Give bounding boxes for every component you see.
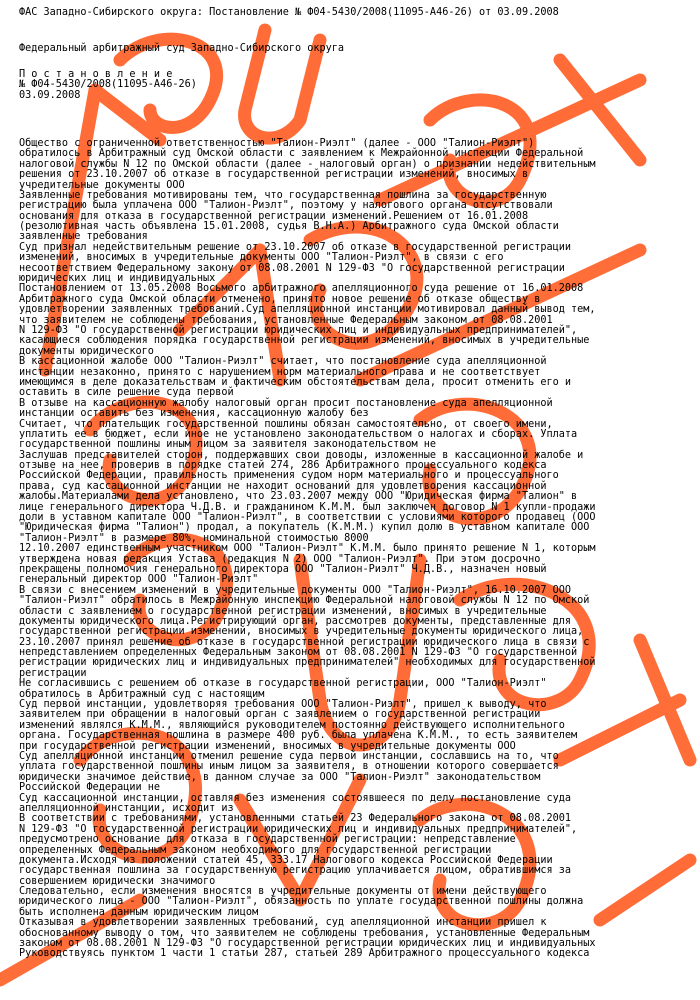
body-line: документы юридического [19,345,154,357]
body-line: Суд кассационной инстанции, оставляя без изменения состоявшееся по делу постановление суда [19,792,572,804]
body-line: заявителем при обращении в налоговый орган с заявлением о государственной регистрации [19,709,541,721]
body-line: имеющимся в деле доказательствам и фактическим обстоятельствам дела, просит отменить его и [19,376,572,388]
body-line: учредительные документы ООО [19,179,185,191]
document-body [19,139,689,960]
body-line: уплатить ее в бюджет, если иное не установлено законодательством о налогах и сборах. Уплата [19,428,578,440]
body-line: удовлетворении заявленных требований.Суд апелляционной инстанции мотивировал данный вывод тем, [19,304,596,316]
body-line: утверждена новая редакция Устава (редакция N 2) ООО "Талион-Риэлт". При этом досрочно [19,553,541,565]
body-line: совершением юридически значимого [19,875,216,887]
body-line: "Талион-Риэлт" в размере 80%, номинальной стоимостью 8000 [19,532,369,544]
body-line: 12.10.2007 единственным участником ООО "Талион-Риэлт" К.М.М. было принято решение N 1, которым [19,543,596,555]
body-line: прекращены полномочия генерального директора ООО "Талион-Риэлт" Ч.Д.В., назначен новый [19,563,547,575]
body-line: В кассационной жалобе ООО "Талион-Риэлт" считает, что постановление суда апелляционной [19,356,547,368]
body-line: уплата государственной пошлины иным лицом за заявителя, в отношении которого совершается [19,761,559,773]
body-line: инстанции оставить без изменения, кассационную жалобу без [19,408,369,420]
body-line: документа.Исходя из положений статей 45, 333.17 Налогового кодекса Российской Федерации [19,854,553,866]
body-line: законом от 08.08.2001 N 129-ФЗ "О государственной регистрации юридических лиц и индивидуальных [19,938,596,950]
body-line: Руководствуясь пунктом 1 части 1 статьи 287, статьей 289 Арбитражного процессуального кодекса [19,948,590,960]
body-line: отзыве на нее, проверив в порядке статей 274, 286 Арбитражного процессуального кодекса [19,460,547,472]
body-line: доли в уставном капитале ООО "Талион-Риэлт", в соответствии с условиями которого продавец (ООО [19,512,596,524]
body-line: инстанции незаконно, принято с нарушением норм материального права и не соответствует [19,366,541,378]
body-line: государственной регистрации изменений, вносимых в учредительные документы юридического лица, [19,626,584,638]
body-line: Заявленные требования мотивированы тем, что государственная пошлина за государственную [19,189,547,201]
body-line: касающиеся соблюдения порядка государственной регистрации изменений, вносимых в учредительные [19,335,590,347]
body-line: юридического лица - ООО "Талион-Риэлт", обязанность по уплате государственной пошлины должна [19,896,584,908]
body-line: определенных Федеральным законом необходимого для государственной регистрации [19,844,492,856]
body-line: Общество с ограниченной ответственностью "Талион-Риэлт" (далее - ООО "Талион-Риэлт") [19,137,535,149]
document-title: П о с т а н о в л е н и е [19,68,173,80]
body-line: предусмотрено основание для отказа в государственной регистрации: непредставление [19,834,516,846]
body-line: лице генерального директора Ч.Д.В. и гражданином К.М.М. был заключен договор N 1 купли-продажи [19,501,596,513]
body-line: документы юридического лица.Регистрирующий орган, рассмотрев документы, представленные для [19,615,572,627]
body-line: обоснованному выводу о том, что заявителем не соблюдены требования, установленные Федеральным [19,927,590,939]
body-line: Суд первой инстанции, удовлетворяя требования ООО "Талион-Риэлт", пришел к выводу, что [19,699,547,711]
body-line: налоговой службы N 12 по Омской области (далее - налоговый орган) о признании недействительным [19,158,596,170]
body-line: решения от 23.10.2007 об отказе в государственной регистрации изменений, вносимых в [19,169,529,181]
body-line: обратилось в Арбитражный суд с настоящим [19,688,265,700]
body-line: Заслушав представителей сторон, поддержавших свои доводы, изложенные в кассационной жалобе и [19,449,584,461]
document-number: № Ф04-5430/2008(11095-А46-26) [19,79,197,91]
body-line: оставить в силе решение суда первой [19,387,234,399]
body-line: регистрацию была уплачена ООО "Талион-Риэлт", поэтому у налогового органа отсутствовали [19,200,553,212]
body-line: юридически значимое действие, в данном случае за ООО "Талион-Риэлт" законодательством [19,771,541,783]
body-line: Не согласившись с решением об отказе в государственной регистрации, ООО "Талион-Риэлт" [19,678,547,690]
body-line: изменений, вносимых в учредительные документы ООО "Талион-Риэлт", в связи с его [19,252,504,264]
body-line: обратилось в Арбитражный суд Омской области с заявлением к Межрайонной инспекции Федеральной [19,148,584,160]
body-line: В соответствии с требованиями, установленными статьей 23 Федерального закона от 08.08.2001 [19,813,572,825]
body-line: непредставлением определенных Федеральным законом от 08.08.2001 N 129-ФЗ "О государственной [19,647,578,659]
body-line: В связи с внесением изменений в учредительные документы ООО "Талион-Риэлт", 16.10.2007 ООО [19,584,572,596]
body-line: Отказывая в удовлетворении заявленных требований, суд апелляционной инстанции пришел к [19,917,547,929]
body-line: Суд апелляционной инстанции отменил решение суда первой инстанции, сославшись на то, что [19,751,559,762]
body-line: Российской Федерации не [19,782,161,794]
body-line: юридических лиц и индивидуальных [19,273,216,285]
body-line: изменений являлся К.М.М., являющийся руководителем постоянно действующего исполнительного [19,719,565,731]
body-line: Арбитражного суда Омской области отменено, принято новое решение об отказе обществу в [19,293,541,305]
body-line: заявленные требования [19,231,148,243]
document-date: 03.09.2008 [19,89,81,101]
document [19,8,689,960]
body-line: Следовательно, если изменения вносятся в учредительные документы от имени действующего [19,886,547,898]
body-line: N 129-ФЗ "О государственной регистрации юридических лиц и индивидуальных предпринимателей", [19,823,578,835]
body-line: регистрации [19,667,87,679]
body-line: "Талион-Риэлт" обратилось в Межрайонную инспекцию Федеральной налоговой службы N 12 по Омской [19,595,590,607]
body-line: Постановлением от 13.05.2008 Восьмого арбитражного апелляционного суда решение от 16.01.2008 [19,283,584,295]
body-line: Суд признал недействительным решение от 23.10.2007 об отказе в государственной регистрации [19,241,572,253]
body-line: регистрации юридических лиц и индивидуальных предпринимателей" необходимых для государственной [19,657,596,669]
body-line: 23.10.2007 принял решение об отказе в государственной регистрации юридического лица в связи с [19,636,590,648]
body-line: Российской Федерации, правильность применения судом норм материального и процессуального [19,470,559,482]
body-line: органа. Государственная пошлина в размере 400 руб. была уплачена К.М.М., то есть заявителем [19,730,578,742]
body-line: (резолютивная часть объявлена 15.01.2008, судья В.Н.А.) Арбитражного суда Омской области [19,221,559,233]
body-line: несоответствием Федеральному закону от 08.08.2001 N 129-ФЗ "О государственной регистрации [19,262,565,274]
body-line: при государственной регистрации изменений, вносимых в учредительные документы ООО [19,740,516,752]
body-line: быть исполнена данным юридическим лицом [19,906,259,918]
body-line: генеральный директор ООО "Талион-Риэлт" [19,574,259,586]
body-line: В отзыве на кассационную жалобу налоговый орган просит постановление суда апелляционной [19,397,553,409]
body-line: N 129-ФЗ "О государственной регистрации юридических лиц и индивидуальных предпринимателей", [19,324,578,336]
body-line: что заявителем не соблюдены требования, установленные Федеральным законом от 08.08.2001 [19,314,553,326]
body-line: области с заявлением о государственной регистрации изменений, вносимых в учредительные [19,605,547,617]
body-line: права, суд кассационной инстанции не находит оснований для удовлетворения кассационной [19,480,547,492]
body-line: основания для отказа в государственной регистрации изменений.Решением от 16.01.2008 [19,210,529,222]
court-name: Федеральный арбитражный суд Западно-Сибирского округа [19,43,345,55]
body-line: апелляционной инстанции, исходит из [19,802,234,814]
body-line: Считает, что плательщик государственной пошлины обязан самостоятельно, от своего имени, [19,418,553,430]
body-line: жалобы.Материалами дела установлено, что 23.03.2007 между ООО "Юридическая фирма "Талион" в [19,491,578,503]
source-header: ФАС Западно-Сибирского округа: Постановление № Ф04-5430/2008(11095-А46-26) от 03.09.2008 [19,7,559,18]
body-line: государственной пошлины иным лицом за заявителя законодательством не [19,439,437,451]
body-line: государственная пошлина за государственную регистрацию уплачивается лицом, обратившимся за [19,865,572,877]
body-line: "Юридическая фирма "Талион") продал, а покупатель (К.М.М.) купил долю в уставном капитале ООО [19,522,590,534]
